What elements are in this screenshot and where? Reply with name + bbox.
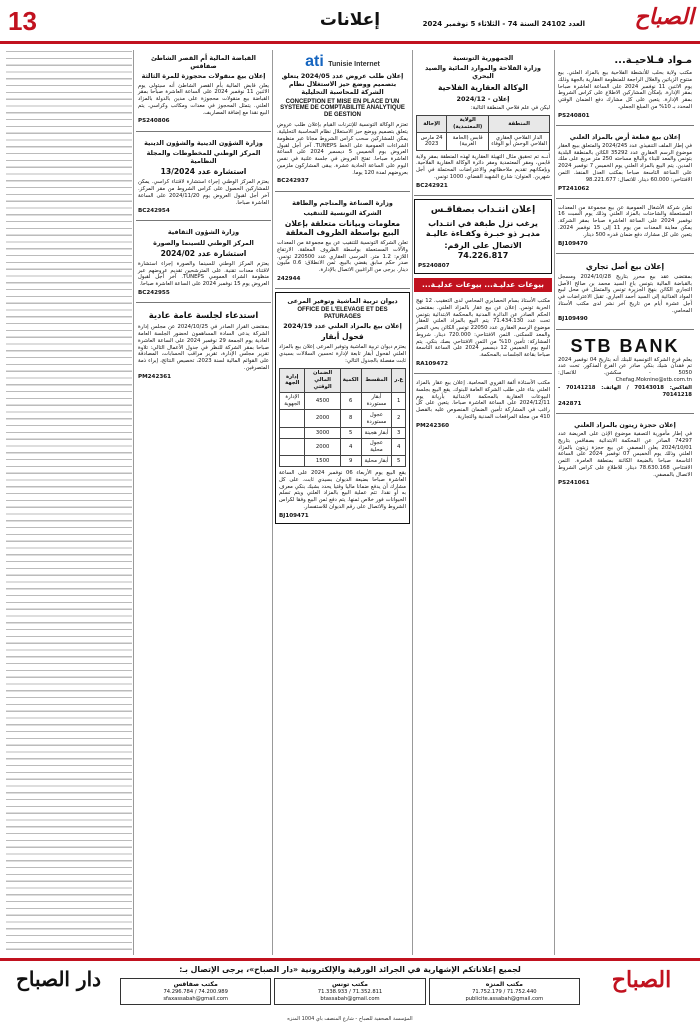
ad-reference: PT241062 (558, 185, 590, 192)
table-row (280, 438, 406, 456)
table-cell: 4 (392, 438, 406, 456)
ad-contact: الفاكس: 70143018 / الهاتف: 70141218 - 70141218 (558, 385, 692, 398)
ad-land-sale (556, 129, 694, 199)
table-cell: 8 (340, 410, 361, 428)
office-email[interactable]: sfaxassabah@gmail.com (163, 995, 228, 1002)
stb-logo: STB BANK (570, 335, 680, 356)
ad-title: وزارة الشؤون الثقافية (167, 228, 240, 237)
ad-latin-title: OFFICE DE L'ELEVAGE ET DES PATURAGES (297, 307, 388, 321)
office-name: مكتب المنزه (485, 981, 523, 988)
ad-reference: PS240807 (418, 263, 450, 270)
ad-reference: PS241061 (558, 480, 590, 487)
ad-body: يقع البيع يوم الأربعاء 06 نوفمبر 2024 على الساعة العاشرة صباحا بضيعة الديوان بسيدي ثابت. على كل مشارك أن يدفع ضمانا ماليا وقتيا يحدد بشيك بنكي معرف به أو نقدا. تتم عملية البيع بالمزاد العلني ويتم تسلم الحيوانات فور خلاص ثمنها. يتم دفع ثمن البيع وفقا لكراس الشروط والاتصال على رقم الديوان للاستفسار. (279, 470, 407, 510)
page-footer (0, 958, 700, 1024)
contact-box (274, 978, 425, 1005)
ad-equipment-sale (556, 202, 694, 254)
ad-subtitle: المركز الوطني للسينما والصورة (153, 238, 254, 247)
table-cell: 4 (340, 438, 361, 456)
footer-tagline: المؤسسة الصحفية للصباح - شارع المنصف باي 1004 المنزه (287, 1016, 413, 1022)
table-row (280, 392, 406, 410)
ad-reference: BJ109470 (558, 240, 588, 247)
table-header: الولاية (المعتمدية) (447, 115, 489, 133)
table-header: ع.ر (392, 368, 406, 392)
ad-title: ديوان تربية الماشية وتوفير المرعى (287, 297, 398, 306)
table-cell: 24 مارس 2023 (417, 133, 447, 151)
ad-body: يعتزم المركز الوطني للسينما والصورة إجراء استشارة لاقتناء معدات تقنية. على المترشحين تقديم عروضهم عبر منظومة الشراء العمومي TUNEPS. آخر أجل لقبول العروض يوم 15 نوفمبر 2024 على الساعة العاشرة صباحا. (138, 260, 269, 288)
ad-title: إعلان حجزة زيتون بالمزاد العلني (574, 420, 676, 429)
contact-box (429, 978, 580, 1005)
table-cell: قابس (الحامة الغربية) (447, 133, 489, 151)
livestock-table (279, 368, 406, 467)
column-3 (275, 50, 410, 955)
column-divider (412, 50, 413, 955)
office-email[interactable]: publicite.assabah@gmail.com (465, 995, 544, 1002)
ad-job (414, 199, 552, 274)
table-row (417, 133, 550, 151)
table-header: المقسط (361, 368, 392, 392)
table-cell (280, 428, 305, 439)
ad-livestock-office (275, 292, 410, 524)
ad-body: يعلم فرع الشركة التونسية للبنك أنه بتاريخ 04 نوفمبر 2024 تم فقدان شيك بنكي صادر عن الفرع المذكور. تحت عدد 5050 - سكشن. للاتصال: Chefag.Moknine@stb.com.tn (558, 356, 692, 383)
ad-reference: RA109472 (416, 360, 448, 367)
page-number: 13 (8, 6, 37, 36)
office-email[interactable]: btassabah@gmail.com (320, 995, 380, 1002)
ad-subtitle: المركز الوطني للمخطوطات والمجلة النظامية (146, 148, 261, 165)
table-cell: 4500 (305, 392, 340, 410)
ad-agency: الوكالة العقارية الفلاحية (438, 82, 528, 92)
column-4 (136, 50, 271, 955)
ad-judicial-2 (414, 377, 552, 435)
table-header: الإحالة (417, 115, 447, 133)
ati-logo (277, 53, 408, 71)
ad-cultural-affairs (136, 224, 271, 303)
ad-title: إعلان طلب عروض عدد 2024/05 يتعلق بتصميم ووضع حيز الاستغلال نظام الشركة للمحاسبة التحليلية (281, 72, 404, 97)
ad-title: مـواد فـلاحيـة... (614, 55, 692, 66)
ad-body: يعتزم المركز الوطني إجراء استشارة لاقتناء كراسي. يمكن للمشاركين الحصول على كراس الشروط من مقر المركز. آخر أجل لقبول العروض يوم 2024/11/20 على الساعة العاشرة صباحا. (138, 179, 269, 206)
column-divider (133, 50, 134, 955)
table-header-row (417, 115, 550, 133)
ad-title: وزارة الصناعة والمناجم والطاقة (292, 198, 393, 207)
table-cell: 2 (392, 410, 406, 428)
column-1 (556, 50, 694, 955)
ad-title: وزارة الشؤون الدينية والشؤون الدينية (144, 138, 263, 147)
table-header-row (280, 368, 406, 392)
ati-logo-mark: ati (305, 53, 324, 70)
table-header: الكمية (340, 368, 361, 392)
ad-title: استدعاء لجلسة عامة عادية (148, 311, 259, 322)
ad-notice: استشارة عدد 13/2024 (160, 167, 247, 177)
table-cell: 1 (392, 392, 406, 410)
ad-contact: الاتصال على الرقم: 74.226.817 (444, 240, 522, 260)
ad-notice: استشارة عدد 2024/02 (160, 248, 247, 258)
table-header: الضمان المالي الوقتي (305, 368, 340, 392)
ad-general-meeting (136, 306, 271, 386)
ad-body: في إطار الملف التنفيذي عدد 2024/245 والمتعلق ببيع العقار موضوع الرسم العقاري عدد 35292 الكائن بالمنطقة البلدية بتونس والمعد للبناء والبالغ مساحته 250 متر مربع على ملك المدين. يتم البيع بالمزاد العلني يوم الخميس 7 نوفمبر 2024 على الساعة التاسعة صباحا بمكتب العدل المنفذ. الثمن الافتتاحي: 60.000 دينار. للاتصال: 98.221.677 (558, 142, 693, 183)
footer-title: لجميع إعلاناتكم الإشهارية في الجرائد الورقية والإلكترونية «دار الصباح»، يرجى الإتصال بـ: (179, 965, 521, 974)
ad-body: تعتزم الوكالة التونسية للإنترنات القيام بإعلان طلب عروض يتعلق بتصميم ووضع حيز الاستغلال نظام المحاسبة التحليلية. يمكن للمشاركين سحب كراس الشروط مجانا عبر منظومة الشراءات العمومية على الخط TUNEPS. آخر أجل لقبول العروض يوم الخميس 5 ديسمبر 2024 على الساعة العاشرة صباحا. تفتح العروض في جلسة علنية في نفس اليوم على الساعة الحادية عشرة. يبقى المشاركون ملزمين بعروضهم لمدة 120 يوما. (277, 122, 409, 176)
ad-body: يرغب نزل طبقة في انتـداب مديـر ذو خبـرة وكفـاءة عاليـة (425, 218, 541, 238)
ad-body: أنــه تم تحقيق مثال التهيئة العقارية لهذه المنطقة بمقر ولاية قابس، ومقر المعتمدية ومقر دائرة الوكالة العقارية الفلاحية. وبإمكانهم تقديم ملاحظاتهم والاعتراضات المحتملة في أجل شهرين. العنوان: شارع الشهيد القضاي، 1000 تونس. (416, 153, 550, 180)
footer-logo-left: دار الصباح (15, 967, 102, 991)
ati-name: Tunisie Internet (328, 61, 380, 68)
table-cell: 2000 (305, 438, 340, 456)
ad-ati (275, 50, 410, 192)
office-name: مكتب صفاقس (173, 981, 218, 988)
column-divider (272, 50, 273, 955)
ad-judicial-1 (414, 295, 552, 374)
table-cell: 9 (340, 456, 361, 467)
ad-ministry-industry (275, 195, 410, 290)
table-cell: أبقار هجينة (361, 428, 392, 439)
table-cell: 5 (340, 428, 361, 439)
table-cell: عجول مستوردة (361, 410, 392, 428)
ad-body: تعلن الشركة التونسية للتنقيب عن بيع مجموعة من المعدات والآلات المستعملة بواسطة الظروف المغلقة. الارتفاع اللازم: 1.2 متر. المرسى العقاري عدد 220500 تونس. صدر حكم سابق يقضي بالبيع. ثمن الانطلاق: 0.6 مليون دينار. يرجى من الراغبين الاتصال بالإدارة. (277, 240, 409, 274)
ad-title: إعلان بيع قطعة أرض بالمزاد العلني (569, 132, 681, 141)
column-2 (414, 50, 552, 955)
ad-intro: ليكن في علم فلاحي المنطقة التالية: (470, 104, 550, 111)
column-5 (6, 50, 132, 955)
ad-reference: 242944 (277, 275, 301, 282)
office-phone: 71.338.933 / 71.352.811 (317, 988, 383, 995)
table-cell: أبقار محلية (361, 456, 392, 467)
office-phone: 74.296.784 / 74.200.989 (163, 988, 228, 995)
table-cell: 3000 (305, 428, 340, 439)
ad-body: في إطار مأمورية التصفية موضوع الإذن على العريضة عدد 74297 الصادر عن المحكمة الابتدائية بصفاقس بتاريخ 2024/10/01 يعلن المصفي عن بيع حجزة زيتون بالمزاد العلني وذلك يوم الخميس 07 نوفمبر 2024 على الساعة التاسعة صباحا بالضيعة الكائنة بمنطقة العامرة. الثمن الافتتاحي 78.630.168 دينار. للاطلاع على كراس الشروط الاتصال بالمصفي. (558, 431, 693, 478)
table-cell (280, 438, 305, 456)
table-cell: الإدارة الجهوية (280, 392, 305, 410)
table-row (280, 410, 406, 428)
footer-logo-right: الصباح (611, 967, 672, 993)
ad-body: بمقتضى القرار الصادر في 2024/10/25 عن مجلس إدارة الشركة يدعى السادة المساهمون لحضور الجلسة العامة العادية يوم الجمعة 29 نوفمبر 2024 على الساعة العاشرة صباحا بمقر الشركة للنظر في جدول الأعمال التالي: تلاوة تقرير مجلس الإدارة، تقرير مراقب الحسابات، المصادقة على القوائم المالية لسنة 2023، تخصيص النتائج، إبراء ذمة المتصرفين. (138, 324, 269, 371)
ad-agricultural (556, 50, 694, 126)
judicial-banner: بيوعات عدليـة... بيوعات عدليـة... (414, 278, 552, 292)
newspaper-logo: الصباح (634, 4, 694, 30)
ad-title: إعلان بيع أصل تجاري (585, 261, 665, 271)
table-row (280, 456, 406, 467)
ad-stb-bank (556, 333, 694, 414)
ad-land-agency (414, 50, 552, 196)
table-row (280, 428, 406, 439)
ad-reference: BJ109490 (558, 316, 588, 323)
ad-reference: BC242954 (138, 208, 170, 215)
ad-body: يعلن قابض المالية بأم القصر الشاطئ أنه سيتولى يوم الاثنين 11 نوفمبر 2024 على الساعة العاشرة صباحا بمقر القباضة بيع منقولات محجوزة على مدين بالدولة بالمزاد العلني. يتمثل المحجوز في معدات ومكاتب وكراسي. يتم البيع نقدا مع إضافة المصاريف. (138, 82, 269, 116)
ad-subtitle: فحول أبقار (321, 332, 364, 342)
table-cell: الدار الفلاحي العقاري الفلاحي الوحش أبو الوفاء (489, 133, 550, 151)
ad-religious-affairs (136, 135, 271, 222)
table-header: المنطقة (489, 115, 550, 133)
zone-table (416, 115, 550, 151)
section-title: إعلانات (319, 10, 381, 30)
column-divider (554, 50, 555, 955)
table-cell: 3 (392, 428, 406, 439)
ad-body: مكتب الأستاذ بسام الحصايري المحامي لدى التعقيب. 12 نهج الحرية تونس. إعلان عن بيع عقار بالمزاد العلني. بمقتضى الحكم الصادر عن الدائرة المدنية بالمحكمة الابتدائية بتونس تحت عدد 71.434.130 يتم البيع بالمزاد العلني للعقار موضوع الرسم العقاري عدد 22050 تونس الكائن بحي النصر والمعد للسكنى. الثمن الافتتاحي: 720.000 دينار. شروط المشاركة: تأمين 10% من الثمن الافتتاحي بصك بنكي. يتم البيع يوم الخميس 12 ديسمبر 2024 على الساعة التاسعة صباحا بقاعة الجلسات بالمحكمة. (416, 297, 551, 359)
ad-notice: إعلان - 2024/12 (456, 94, 510, 103)
ad-intro: يعتزم ديوان تربية الماشية وتوفير المرعى إعلان بيع بالمزاد العلني لفحول أبقار تابعة لإدارة تحسين السلالات بسيدي ثابت مفصلة بالجدول التالي: (279, 344, 406, 364)
ad-body: مكتب ولاية بحلب للأنشطة الفلاحية بيع بالمزاد العلني. بيع منتوج الزياتين والغلال الراجعة للمنظومة العقارية بالجهة وذلك يوم الاثنين 11 نوفمبر 2024 على الساعة العاشرة صباحا بمقر الإدارة. بإمكان المشاركين الاطلاع على كراس الشروط بمقر الإدارة. يتعين على كل مشارك دفع الضمان الوقتي المحدد بـ 10% من المبلغ الجملي. (558, 70, 692, 110)
ad-latin-title: CONCEPTION ET MISE EN PLACE D'UN SYSTEME DE COMPTABILITE ANALYTIQUE DE GESTION (280, 98, 405, 119)
table-cell: عجول محلية (361, 438, 392, 456)
ad-republic: الجمهورية التونسية (452, 54, 514, 62)
ad-notice: معلومات وبيانات متعلقة بإعلان البيع بواسطة الظروف المغلقة (284, 218, 401, 237)
table-cell (280, 410, 305, 428)
table-cell: 5 (392, 456, 406, 467)
ad-subtitle: الشركة التونسية للتنقيب (303, 208, 382, 217)
dense-text-block (6, 50, 132, 955)
ad-tax-office (136, 50, 271, 132)
ad-reference: PS240806 (138, 118, 170, 125)
ad-body: مكتب الأستاذة ألفة القروي المحامية. إعلان بيع عقار بالمزاد العلني بناء على طلب الشركة العامة للبنوك. يقع البيع بجلسة البيوعات العقارية بالمحكمة الابتدائية بأريانة يوم 2024/12/11 على الساعة العاشرة صباحا. يتعين على كل راغب في المشاركة تأمين الضمان المنصوص عليه بالفصل 410 من مجلة المرافعات المدنية والتجارية. (416, 380, 550, 420)
ad-body: بمقتضى عقد بيع محرر بتاريخ 2024/10/28 ومسجل بالقباضة المالية بتونس باع السيد محمد بن صالح الأصل التجاري الكائن بنهج الجزيرة تونس والمتمثل في محل لبيع المواد الغذائية إلى السيد أحمد العياري. تقبل الاعتراضات في أجل عشرة أيام من تاريخ آخر نشر لدى مكتب الأستاذ المحامي. (558, 273, 692, 314)
ad-reference: PS240801 (558, 112, 590, 119)
table-cell (280, 456, 305, 467)
footer-contacts (120, 978, 580, 1005)
table-cell: 2000 (305, 410, 340, 428)
ad-reference: PM242361 (138, 373, 172, 380)
ad-business-sale (556, 257, 694, 330)
ad-subtitle: إعلان بيع منقولات محجوزة للمرة الثالثة (141, 72, 266, 81)
issue-info: العدد 24102 السنة 74 - الثلاثاء 5 نوفمبر 2024 (422, 20, 585, 28)
ad-reference: BC242955 (138, 289, 170, 296)
ad-body: تعلن شركة الأشغال العمومية عن بيع مجموعة من المعدات المستعملة والشاحنات بالمزاد العلني وذلك يوم السبت 16 نوفمبر 2024 على الساعة العاشرة صباحا بمقر الشركة. يمكن معاينة المعدات من يوم 11 إلى 15 نوفمبر 2024. يتعين على كل مشارك دفع ضمان قدره 500 دينار. (558, 204, 692, 238)
ad-title: إعلان انتـداب بصفاقـس (430, 204, 536, 215)
ad-title: القباضة المالية أم القصر الشاطئ صفاقس (150, 54, 256, 71)
ad-reference: BJ109471 (279, 512, 309, 519)
table-header: إدارة الجهة (280, 368, 305, 392)
table-cell: 1500 (305, 456, 340, 467)
ad-ministry: وزارة الفلاحة والموارد المائية والصيد البحري (424, 64, 542, 81)
page-header (0, 0, 700, 44)
table-cell: 6 (340, 392, 361, 410)
office-phone: 71.752.179 / 71.752.440 (472, 988, 537, 995)
table-cell: أبقار مستوردة (361, 392, 392, 410)
ad-reference: BC242921 (416, 182, 448, 189)
ad-reference: 242871 (558, 400, 582, 407)
ad-olive-sale (556, 417, 694, 493)
ad-reference: BC242937 (277, 178, 309, 185)
contact-box (120, 978, 271, 1005)
office-name: مكتب تونس (332, 981, 368, 988)
ad-notice: إعلان بيع بالمزاد العلني عدد 2024/19 (283, 322, 402, 331)
ad-reference: PM242360 (416, 422, 450, 429)
